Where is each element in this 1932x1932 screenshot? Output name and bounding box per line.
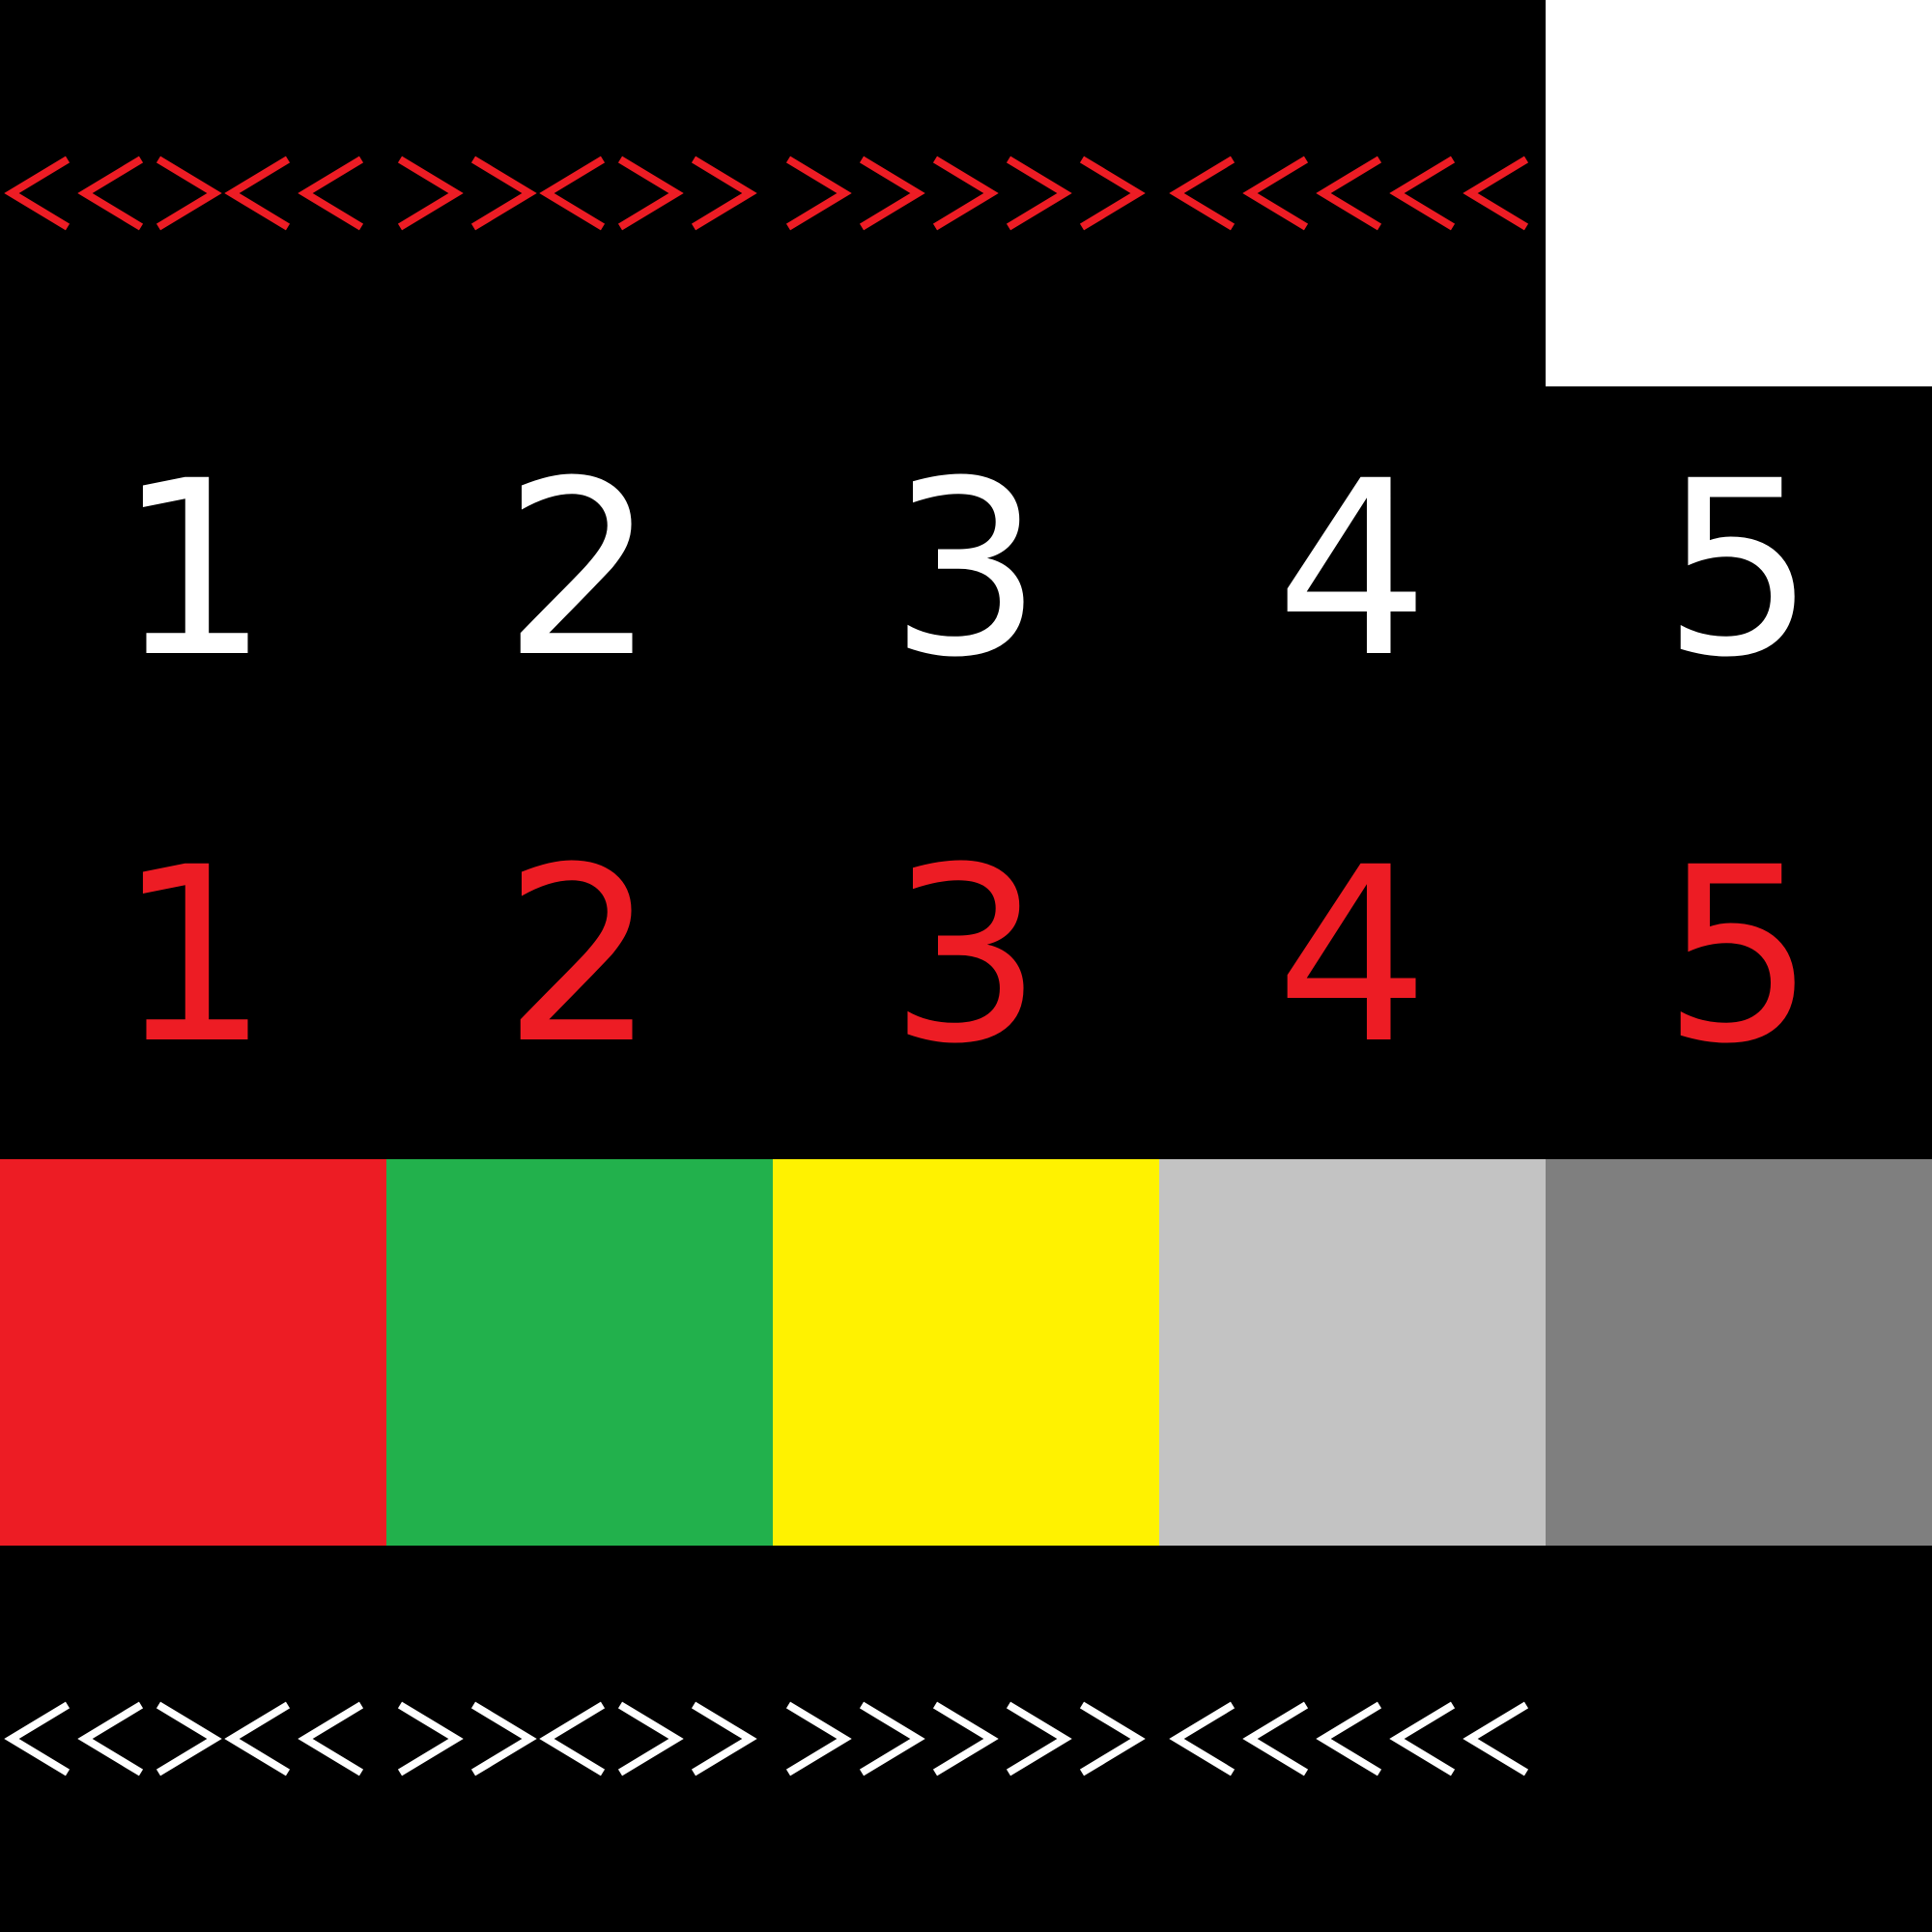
chevron-right-icon [935,159,991,227]
chevron-left-icon [547,159,603,227]
corner-white-block [1546,0,1932,386]
red-number-row [0,815,1932,1096]
chevron-right-icon [473,1705,529,1773]
chevron-right-icon [862,1705,918,1773]
chevron-left-icon [85,159,141,227]
chevron-left-icon [1250,159,1306,227]
chevron-right-icon [788,1705,844,1773]
chevron-right-icon [1009,159,1065,227]
chevron-right-icon [158,1705,214,1773]
red-number-1: 1 [116,815,270,1096]
swatch-gray [1546,1159,1932,1546]
chevron-left-icon [1177,159,1233,227]
chevron-right-icon [1082,1705,1138,1773]
chevron-right-icon [862,159,918,227]
chevron-left-icon [1323,1705,1379,1773]
chevron-right-icon [620,159,676,227]
chevron-left-icon [232,159,288,227]
chevron-right-icon [158,159,214,227]
chevron-left-icon [1177,1705,1233,1773]
chevron-right-icon [620,1705,676,1773]
chevron-left-icon [305,159,361,227]
color-swatch-row [0,1159,1932,1546]
bottom-chevron-row [0,1686,1546,1792]
top-chevrons [0,140,1546,246]
chevron-right-icon [1082,159,1138,227]
chevron-right-icon [400,1705,456,1773]
chevron-left-icon [1470,1705,1526,1773]
chevron-left-icon [1397,1705,1453,1773]
top-chevron-row [0,140,1546,246]
swatch-light-gray [1159,1159,1546,1546]
white-number-5: 5 [1662,429,1816,710]
chevron-right-icon [694,1705,750,1773]
chevron-left-icon [547,1705,603,1773]
white-number-row [0,429,1932,710]
chevron-right-icon [935,1705,991,1773]
red-number-3: 3 [889,815,1043,1096]
red-number-5: 5 [1662,815,1816,1096]
white-number-3: 3 [889,429,1043,710]
chevron-left-icon [232,1705,288,1773]
swatch-yellow [773,1159,1159,1546]
chevron-left-icon [12,159,68,227]
chevron-left-icon [85,1705,141,1773]
chevron-left-icon [1323,159,1379,227]
chevron-right-icon [473,159,529,227]
red-number-4: 4 [1275,815,1430,1096]
chevron-right-icon [694,159,750,227]
chevron-left-icon [1397,159,1453,227]
chevron-right-icon [400,159,456,227]
swatch-green [386,1159,773,1546]
chevron-left-icon [305,1705,361,1773]
chevron-right-icon [788,159,844,227]
chevron-right-icon [1009,1705,1065,1773]
chevron-left-icon [1470,159,1526,227]
chevron-left-icon [1250,1705,1306,1773]
white-number-4: 4 [1275,429,1430,710]
red-number-2: 2 [502,815,657,1096]
bottom-chevrons [0,1686,1546,1792]
white-number-1: 1 [116,429,270,710]
swatch-red [0,1159,386,1546]
chevron-left-icon [12,1705,68,1773]
white-number-2: 2 [502,429,657,710]
